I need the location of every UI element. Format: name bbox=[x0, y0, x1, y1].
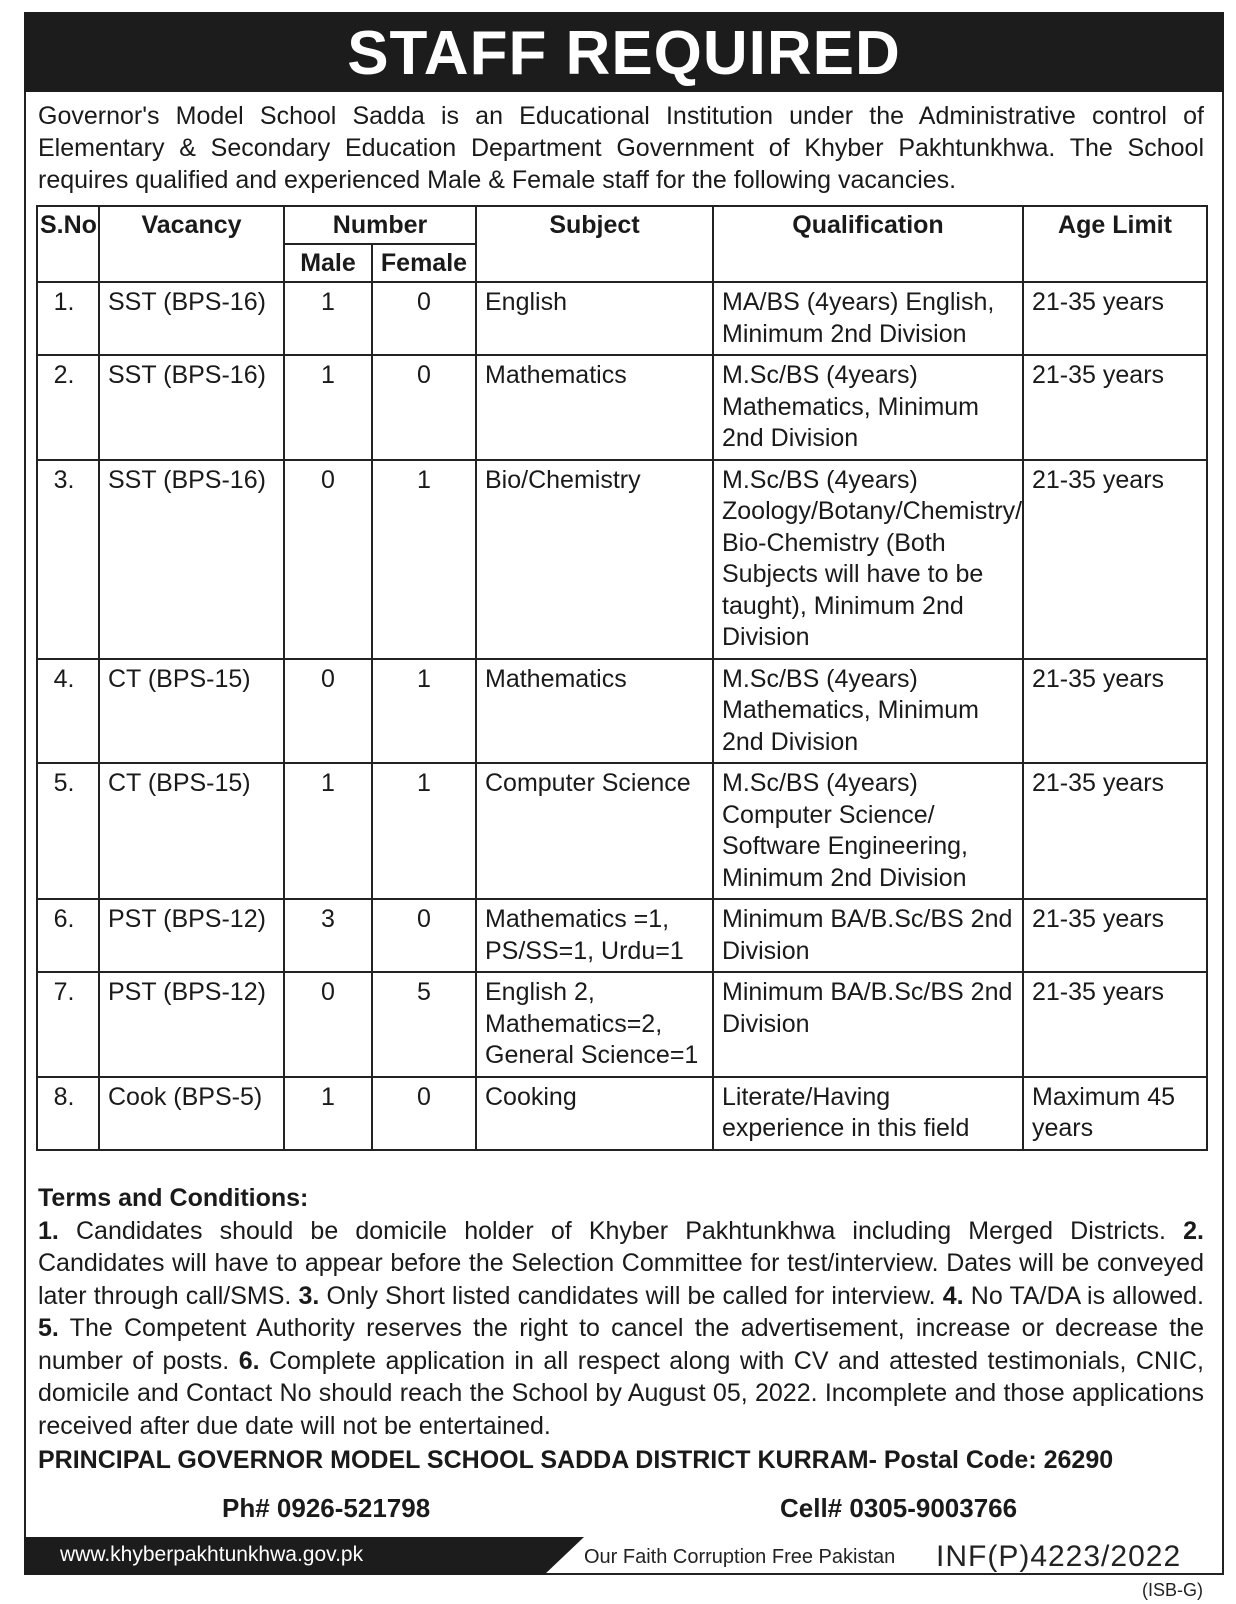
cell-sno: 7. bbox=[37, 972, 99, 1077]
term-number: 4. bbox=[942, 1281, 964, 1310]
footer-slogan: Our Faith Corruption Free Pakistan bbox=[584, 1546, 896, 1568]
cell-male: 1 bbox=[284, 763, 372, 899]
cell-vacancy: PST (BPS-12) bbox=[99, 899, 284, 972]
cell-age-limit: Maximum 45 years bbox=[1023, 1077, 1207, 1150]
cell-male: 0 bbox=[284, 460, 372, 659]
cell-vacancy: SST (BPS-16) bbox=[99, 282, 284, 355]
cell-qualification: Literate/Having experience in this field bbox=[713, 1077, 1023, 1150]
intro-paragraph: Governor's Model School Sadda is an Educational Institution under the Administrative control of Elementary & Secondary Education Department Government of Khyber Pakhtunkhwa. The School requires qualified and experienced Male & Female staff for the following vacancies. bbox=[38, 102, 1204, 194]
term-text: Only Short listed candidates will be called for interview. bbox=[326, 1281, 936, 1310]
terms-list bbox=[38, 1217, 1204, 1440]
cell-female: 1 bbox=[372, 659, 476, 764]
vacancy-table-body bbox=[37, 282, 1207, 1150]
terms-and-conditions bbox=[38, 1182, 1204, 1442]
table-row bbox=[37, 355, 1207, 460]
footer-bar bbox=[24, 1537, 1224, 1575]
cell-age-limit: 21-35 years bbox=[1023, 763, 1207, 899]
cell-subject: Cooking bbox=[476, 1077, 713, 1150]
cell-age-limit: 21-35 years bbox=[1023, 899, 1207, 972]
table-row bbox=[37, 763, 1207, 899]
cell-qualification: M.Sc/BS (4years) Mathematics, Minimum 2nd Division bbox=[713, 355, 1023, 460]
cell-vacancy: Cook (BPS-5) bbox=[99, 1077, 284, 1150]
cell-sno: 5. bbox=[37, 763, 99, 899]
cell-female: 0 bbox=[372, 355, 476, 460]
cell-subject: English 2, Mathematics=2, General Science=1 bbox=[476, 972, 713, 1077]
reference-number: INF(P)4223/2022 bbox=[936, 1540, 1182, 1573]
principal-address: PRINCIPAL GOVERNOR MODEL SCHOOL SADDA DISTRICT KURRAM- Postal Code: 26290 bbox=[38, 1446, 1114, 1474]
cell-male: 1 bbox=[284, 1077, 372, 1150]
cell-vacancy: PST (BPS-12) bbox=[99, 972, 284, 1077]
term-item bbox=[943, 1282, 1204, 1310]
cell-female: 1 bbox=[372, 763, 476, 899]
cell-subject: English bbox=[476, 282, 713, 355]
term-number: 1. bbox=[38, 1216, 59, 1245]
cell-subject: Computer Science bbox=[476, 763, 713, 899]
cell-qualification: M.Sc/BS (4years) Zoology/Botany/Chemistry/ Bio-Chemistry (Both Subjects will have to be taught), Minimum 2nd Division bbox=[713, 460, 1023, 659]
cell-qualification: Minimum BA/B.Sc/BS 2nd Division bbox=[713, 899, 1023, 972]
cell-female: 0 bbox=[372, 899, 476, 972]
cell-vacancy: CT (BPS-15) bbox=[99, 659, 284, 764]
cell-female: 1 bbox=[372, 460, 476, 659]
cell-vacancy: CT (BPS-15) bbox=[99, 763, 284, 899]
header-male: Male bbox=[284, 244, 372, 282]
cell-subject: Bio/Chemistry bbox=[476, 460, 713, 659]
cell-subject: Mathematics =1, PS/SS=1, Urdu=1 bbox=[476, 899, 713, 972]
term-text: The Competent Authority reserves the right to cancel the advertisement, increase or decrease the number of posts. bbox=[38, 1314, 1204, 1375]
cell-female: 0 bbox=[372, 1077, 476, 1150]
page-title: STAFF REQUIRED bbox=[24, 12, 1224, 92]
term-number: 5. bbox=[38, 1314, 59, 1342]
cell-female: 0 bbox=[372, 282, 476, 355]
cell-sno: 8. bbox=[37, 1077, 99, 1150]
cell-sno: 6. bbox=[37, 899, 99, 972]
terms-heading: Terms and Conditions: bbox=[38, 1184, 309, 1212]
cell-subject: Mathematics bbox=[476, 659, 713, 764]
phone-number: Ph# 0926-521798 bbox=[222, 1493, 431, 1523]
table-row bbox=[37, 1077, 1207, 1150]
cell-sno: 4. bbox=[37, 659, 99, 764]
cell-age-limit: 21-35 years bbox=[1023, 659, 1207, 764]
term-text: No TA/DA is allowed. bbox=[970, 1281, 1204, 1310]
term-number: 2. bbox=[1183, 1216, 1204, 1245]
cell-vacancy: SST (BPS-16) bbox=[99, 460, 284, 659]
cell-male: 1 bbox=[284, 355, 372, 460]
cell-age-limit: 21-35 years bbox=[1023, 972, 1207, 1077]
isb-code: (ISB-G) bbox=[1142, 1580, 1203, 1600]
cell-age-limit: 21-35 years bbox=[1023, 282, 1207, 355]
term-text: Candidates will have to appear before the Selection Committee for test/interview. Dates will be conveyed later through call/SMS. bbox=[38, 1249, 1204, 1310]
table-row bbox=[37, 282, 1207, 355]
cell-sno: 1. bbox=[37, 282, 99, 355]
cell-male: 1 bbox=[284, 282, 372, 355]
cell-male: 0 bbox=[284, 972, 372, 1077]
term-item bbox=[299, 1282, 943, 1310]
cell-qualification: MA/BS (4years) English, Minimum 2nd Division bbox=[713, 282, 1023, 355]
cell-age-limit: 21-35 years bbox=[1023, 460, 1207, 659]
term-text: Complete application in all respect along with CV and attested testimonials, CNIC, domicile and Contact No should reach the School by August 05, 2022. Incomplete and those applications received after due date will not be entertained. bbox=[38, 1346, 1204, 1440]
term-number: 3. bbox=[298, 1281, 320, 1310]
header-subject: Subject bbox=[476, 206, 713, 282]
term-item bbox=[38, 1217, 1183, 1245]
cell-age-limit: 21-35 years bbox=[1023, 355, 1207, 460]
term-number: 6. bbox=[238, 1346, 260, 1375]
cell-number: Cell# 0305-9003766 bbox=[780, 1493, 1018, 1523]
website-url[interactable]: www.khyberpakhtunkhwa.gov.pk bbox=[60, 1543, 364, 1566]
cell-sno: 3. bbox=[37, 460, 99, 659]
cell-subject: Mathematics bbox=[476, 355, 713, 460]
header-sno: S.No bbox=[37, 206, 99, 282]
cell-vacancy: SST (BPS-16) bbox=[99, 355, 284, 460]
table-row bbox=[37, 460, 1207, 659]
cell-male: 0 bbox=[284, 659, 372, 764]
cell-qualification: M.Sc/BS (4years) Mathematics, Minimum 2nd Division bbox=[713, 659, 1023, 764]
cell-sno: 2. bbox=[37, 355, 99, 460]
table-row bbox=[37, 899, 1207, 972]
table-row bbox=[37, 972, 1207, 1077]
vacancy-table bbox=[36, 205, 1208, 1151]
table-row bbox=[37, 659, 1207, 764]
cell-qualification: Minimum BA/B.Sc/BS 2nd Division bbox=[713, 972, 1023, 1077]
cell-female: 5 bbox=[372, 972, 476, 1077]
header-female: Female bbox=[372, 244, 476, 282]
term-text: Candidates should be domicile holder of Khyber Pakhtunkhwa including Merged Districts. bbox=[76, 1216, 1166, 1245]
cell-qualification: M.Sc/BS (4years) Computer Science/ Software Engineering, Minimum 2nd Division bbox=[713, 763, 1023, 899]
header-number: Number bbox=[284, 206, 476, 244]
header-qualification: Qualification bbox=[713, 206, 1023, 282]
header-age-limit: Age Limit bbox=[1023, 206, 1207, 282]
header-vacancy: Vacancy bbox=[99, 206, 284, 282]
cell-male: 3 bbox=[284, 899, 372, 972]
